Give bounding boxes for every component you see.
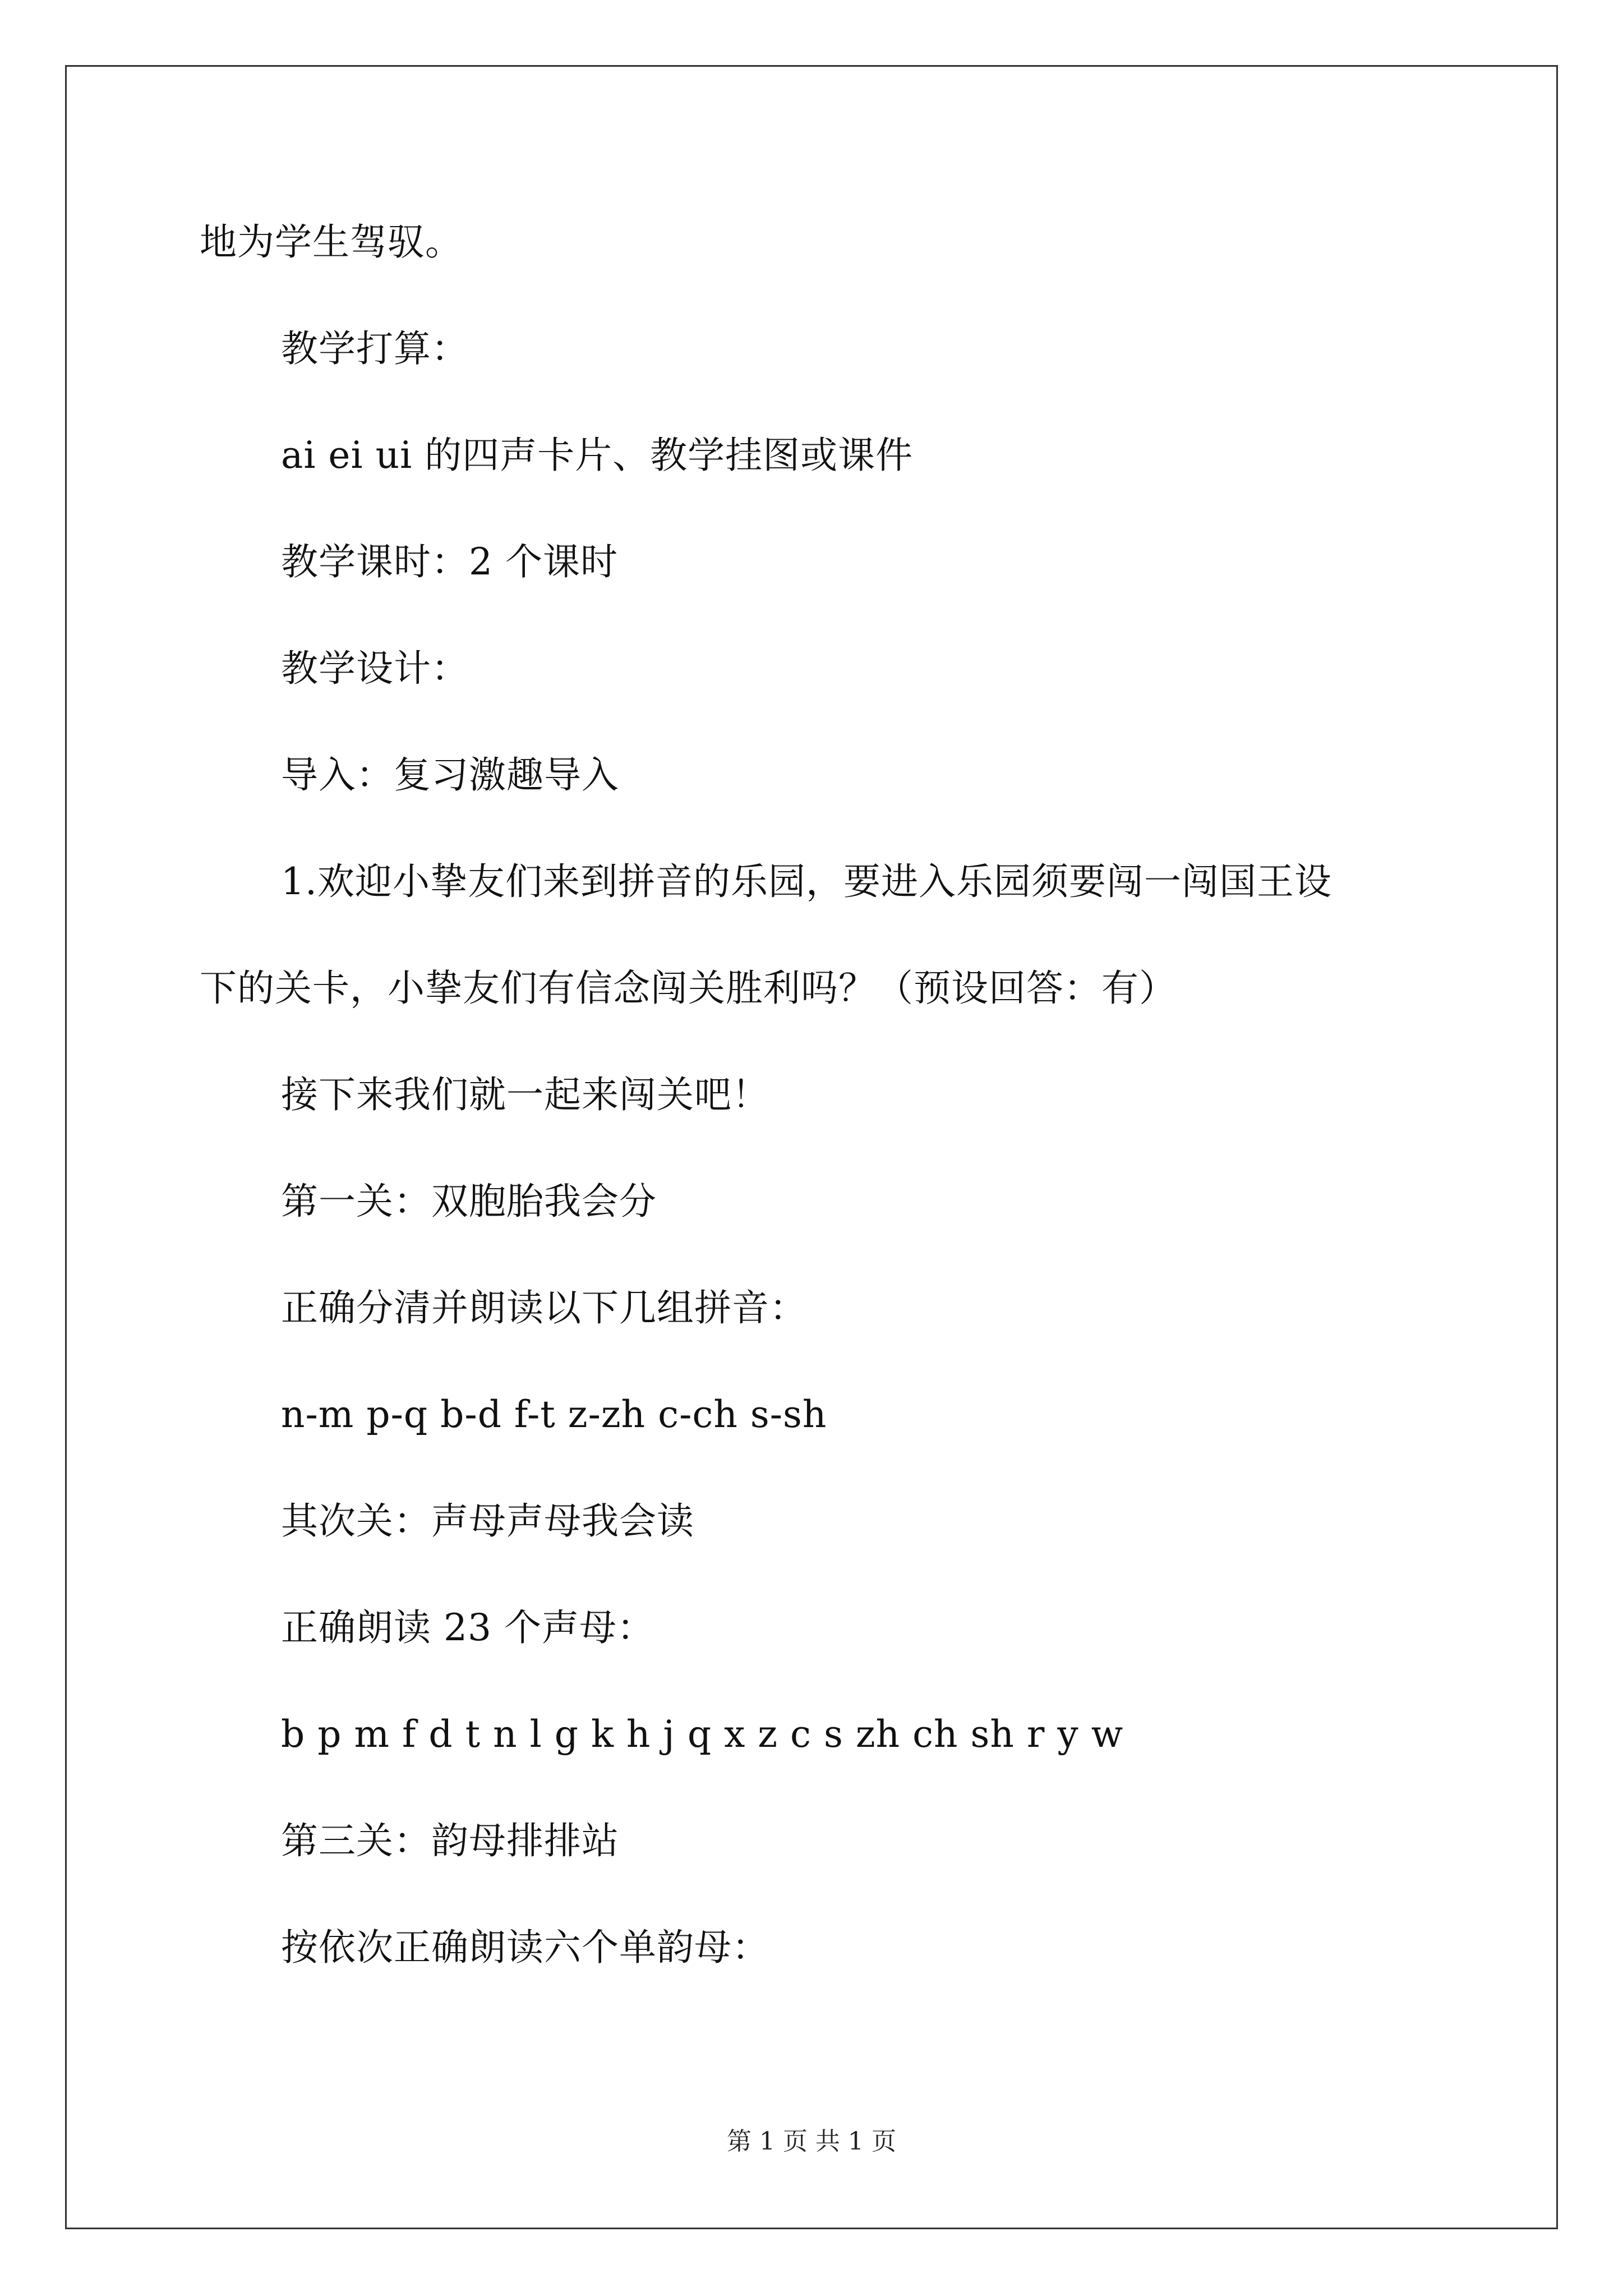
paragraph-level-two-task: 正确朗读 23 个声母： bbox=[281, 1606, 654, 1649]
paragraph-preparation-heading: 教学打算： bbox=[281, 327, 469, 370]
paragraph-initials-list: b p m f d t n l g k h j q x z c s zh ch sh r y w bbox=[281, 1713, 1124, 1756]
paragraph-introduction: 导入：复习激趣导入 bbox=[281, 753, 619, 797]
page-number-footer: 第 1 页 共 1 页 bbox=[727, 2127, 896, 2156]
page-border bbox=[65, 65, 1558, 2229]
paragraph-pinyin-pairs: n-m p-q b-d f-t z-zh c-ch s-sh bbox=[281, 1393, 827, 1436]
paragraph-welcome-line1: 1.欢迎小挚友们来到拼音的乐园，要进入乐园须要闯一闯国王设 bbox=[281, 860, 1332, 903]
paragraph-class-hours: 教学课时：2 个课时 bbox=[281, 540, 618, 583]
paragraph-welcome-line2: 下的关卡，小挚友们有信念闯关胜利吗？（预设回答：有） bbox=[200, 967, 1177, 1010]
paragraph-level-one-task: 正确分清并朗读以下几组拼音： bbox=[281, 1286, 807, 1329]
paragraph-level-three: 第三关：韵母排排站 bbox=[281, 1819, 619, 1862]
paragraph-design-heading: 教学设计： bbox=[281, 647, 469, 690]
paragraph-level-one: 第一关：双胞胎我会分 bbox=[281, 1180, 657, 1223]
paragraph-materials: ai ei ui 的四声卡片、教学挂图或课件 bbox=[281, 434, 914, 477]
paragraph-continuation: 地为学生驾驭。 bbox=[200, 220, 463, 264]
paragraph-lets-go: 接下来我们就一起来闯关吧！ bbox=[281, 1073, 769, 1116]
paragraph-level-two: 其次关：声母声母我会读 bbox=[281, 1499, 694, 1543]
paragraph-level-three-task: 按依次正确朗读六个单韵母： bbox=[281, 1926, 769, 1969]
